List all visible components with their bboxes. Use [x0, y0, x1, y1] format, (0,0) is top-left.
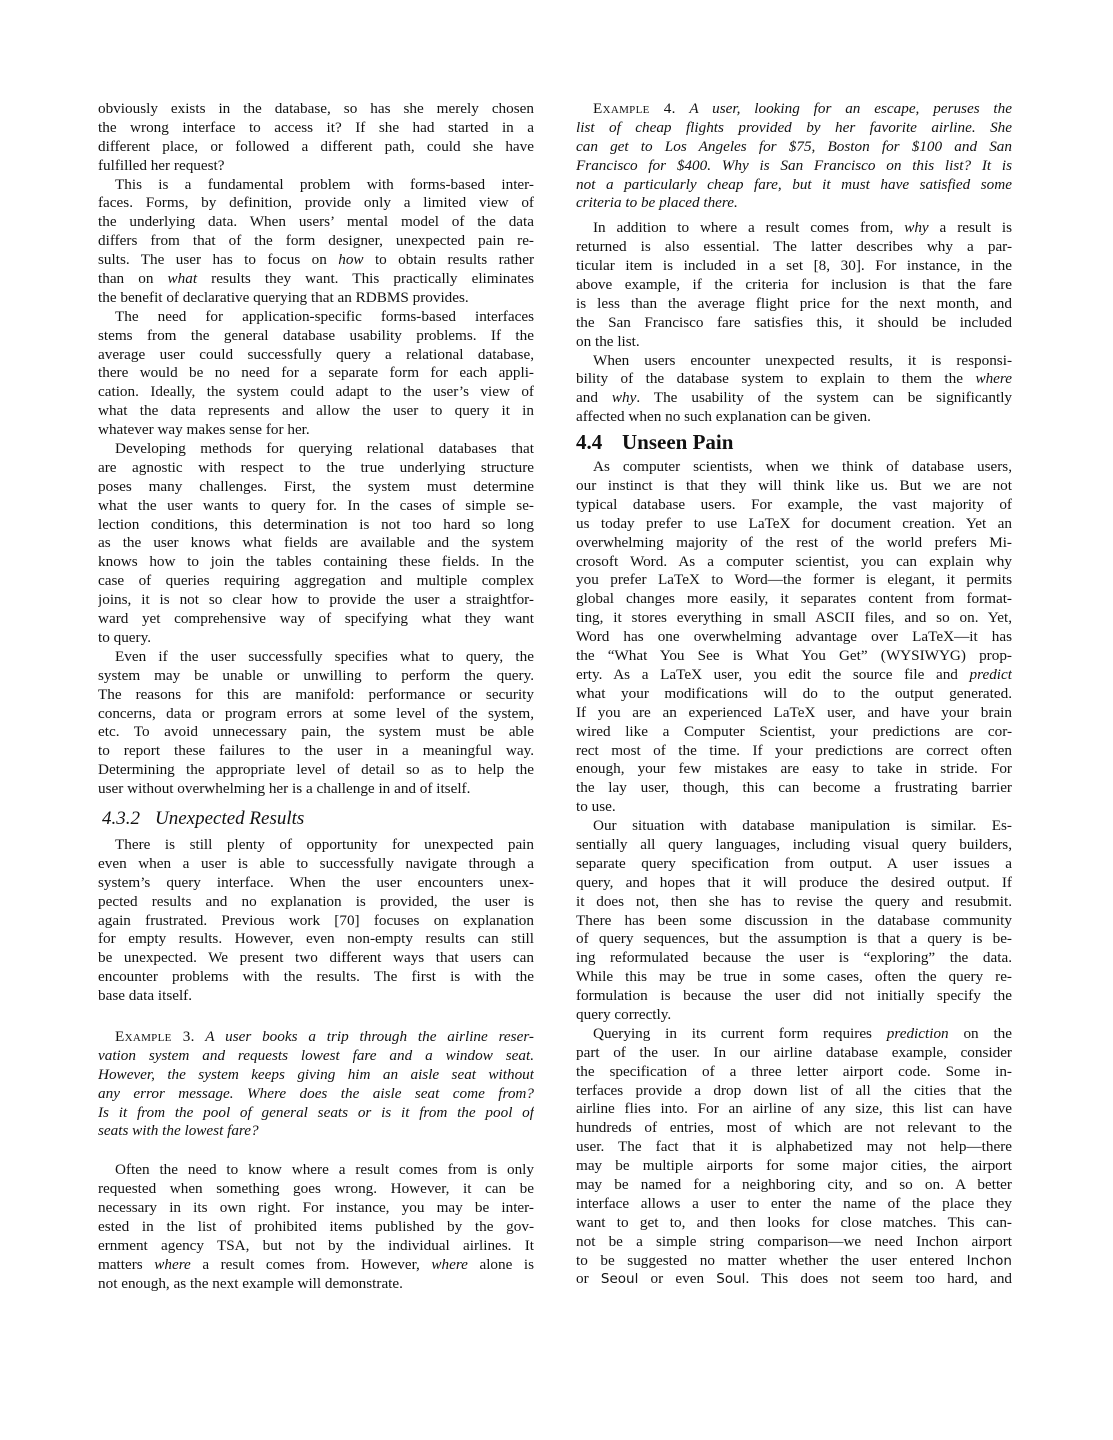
text-line: [576, 1025, 1012, 1044]
text-run: and: [576, 389, 612, 407]
text-line: interface allows a user to enter the name of the place they: [576, 1194, 1012, 1212]
emphasis: how: [338, 251, 364, 269]
text-line: differs from that of the form designer, unexpected pain re-: [98, 232, 534, 250]
text-run: bility of the database system to explain to them the: [576, 370, 976, 388]
text-line: any error message. Where does the aisle seat come from?: [98, 1084, 534, 1102]
text-line: faces. Forms, by definition, provide only a limited view of: [98, 194, 534, 212]
text-line: requested when something goes wrong. However, it can be: [98, 1180, 534, 1198]
text-line: ing reformulated because the user is “exploring” the data.: [576, 949, 1012, 967]
text-line: Is it from the pool of general seats or is it from the pool of: [98, 1103, 534, 1121]
text-line: etc. To avoid unnecessary pain, the system must be able: [98, 723, 534, 741]
text-line: not a particularly cheap fare, but it must have satisfied some: [576, 175, 1012, 193]
text-line: the underlying data. When users’ mental model of the data: [98, 213, 534, 231]
text-line: user without overwhelming her is a challenge in and of itself.: [98, 780, 471, 798]
paragraph: [576, 458, 1012, 817]
text-run: alone is: [467, 1255, 534, 1273]
text-run: A user, looking for an escape, peruses the: [689, 100, 1012, 117]
text-line: system’s query interface. When the user encounters unex-: [98, 873, 534, 891]
paragraph: [576, 219, 1012, 351]
example-3: [98, 1028, 534, 1141]
text-line: sentially all query languages, including visual query builders,: [576, 835, 1012, 853]
text-line: ward yet comprehensive way of specifying what they want: [98, 610, 534, 628]
text-line: encounter problems with the results. The first is with the: [98, 968, 534, 986]
text-line: are agnostic with respect to the true underlying structure: [98, 458, 534, 476]
text-line: base data itself.: [98, 987, 193, 1005]
text-line: [98, 270, 534, 289]
text-line: list of cheap flights provided by her favorite airline. She: [576, 118, 1012, 136]
text-line: to query.: [98, 628, 151, 646]
text-line: Even if the user successfully specifies what to query, the: [115, 647, 534, 665]
text-line: stems from the general database usability problems. If the: [98, 326, 534, 344]
text-line: There is still plenty of opportunity for unexpected pain: [115, 835, 534, 853]
text-line: The reasons for this are manifold: performance or security: [98, 685, 534, 703]
left-column: [98, 100, 534, 1294]
text-run: on the: [948, 1024, 1012, 1042]
text-line: vation system and requests lowest fare and a window seat.: [98, 1046, 534, 1064]
text-line: you prefer LaTeX to Word—the former is elegant, it permits: [576, 571, 1012, 589]
text-line: While this may be true in some cases, often the query re-: [576, 968, 1012, 986]
text-run: . The usability of the system can be significantly: [636, 389, 1012, 407]
text-line: what the data represents and allow the user to query it in: [98, 402, 534, 420]
text-line: [576, 370, 1012, 389]
text-line: criteria to be placed there.: [576, 194, 738, 212]
text-line: concerns, data or program errors at some level of the system,: [98, 704, 534, 722]
text-line: However, the system keeps giving him an aisle seat without: [98, 1065, 534, 1083]
text-line: separate query specification from output. A user issues a: [576, 854, 1012, 872]
text-line: the San Francisco fare satisfies this, it should be included: [576, 313, 1012, 331]
text-line: [576, 666, 1012, 685]
text-run: matters: [98, 1255, 155, 1273]
text-line: terfaces provide a drop down list of all the cities that the: [576, 1081, 1012, 1099]
section-number: 4.4: [576, 430, 603, 455]
text-line: the specification of a three letter airport code. Some in-: [576, 1062, 1012, 1080]
text-line: typical database users. For example, the vast majority of: [576, 495, 1012, 513]
text-line: the benefit of declarative querying that an RDBMS provides.: [98, 288, 469, 306]
text-line: can get to Los Angeles for $75, Boston for $100 and San: [576, 137, 1012, 155]
emphasis: what: [167, 270, 198, 288]
text-line: poses many challenges. First, the system must determine: [98, 477, 534, 495]
text-line: part of the user. In our airline database example, consider: [576, 1043, 1012, 1061]
text-run: erty. As a LaTeX user, you edit the source file and: [576, 665, 970, 683]
code-term: Soul: [716, 1271, 746, 1288]
text-line: cation. Ideally, the system could adapt to the user’s view of: [98, 383, 534, 401]
text-line: pected results and no explanation is provided, the user is: [98, 892, 534, 910]
text-line: [576, 1252, 1012, 1271]
text-run: a result is: [928, 219, 1012, 237]
text-line: to report these failures to the user in a meaningful way.: [98, 742, 534, 760]
text-line: for empty results. However, even non-empty results can still: [98, 930, 534, 948]
text-line: query, and hopes that it will produce the desired output. If: [576, 873, 1012, 891]
subsection-heading: [102, 808, 534, 830]
text-line: user. The fact that it is alphabetized may not help—there: [576, 1138, 1012, 1156]
text-line: not enough, as the next example will demonstrate.: [98, 1274, 403, 1292]
text-line: airline flies into. For an airline of any size, this list can have: [576, 1100, 1012, 1118]
text-line: our instinct is that they will think like us. But we are not: [576, 477, 1012, 495]
text-run: to obtain results rather: [363, 251, 534, 269]
text-line: [98, 1256, 534, 1275]
paragraph: [98, 440, 534, 648]
paragraph: [98, 308, 534, 440]
text-run: sults. The user has to focus on: [98, 251, 339, 269]
text-line: [576, 100, 1012, 119]
text-line: the wrong interface to access it? If she had started in a: [98, 118, 534, 136]
emphasis: where: [431, 1255, 468, 1273]
text-line: crosoft Word. As a computer scientist, you can explain why: [576, 552, 1012, 570]
text-line: to use.: [576, 798, 616, 816]
text-line: average user could successfully query a relational database,: [98, 345, 534, 363]
text-line: affected when no such explanation can be given.: [576, 408, 871, 426]
text-line: necessary in its own right. For instance, you may be inter-: [98, 1199, 534, 1217]
text-line: fulfilled her request?: [98, 156, 225, 174]
text-line: the lay user, though, this can become a frustrating barrier: [576, 779, 1012, 797]
paragraph: [98, 1161, 534, 1293]
text-line: When users encounter unexpected results, it is responsi-: [593, 351, 1012, 369]
text-line: on the list.: [576, 332, 640, 350]
text-run: Querying in its current form requires: [593, 1024, 887, 1042]
text-line: joins, it is not so clear how to provide the user a straightfor-: [98, 591, 534, 609]
example-4: [576, 100, 1012, 213]
text-line: it does not, then she has to revise the query and resubmit.: [576, 892, 1012, 910]
text-line: may be named for a neighboring city, and so on. A better: [576, 1175, 1012, 1193]
text-line: above example, if the criteria for inclusion is that the fare: [576, 276, 1012, 294]
text-line: again frustrated. Previous work [70] focuses on explanation: [98, 911, 534, 929]
text-line: whatever way makes sense for her.: [98, 421, 310, 439]
text-line: formulation is because the user did not initially specify the: [576, 987, 1012, 1005]
text-run: In addition to where a result comes from,: [593, 219, 905, 237]
emphasis: why: [611, 389, 637, 407]
text-line: ting, it stores everything in small ASCII files, and so on. Yet,: [576, 609, 1012, 627]
text-line: There has been some discussion in the database community: [576, 911, 1012, 929]
text-line: hundreds of entries, most of which are not relevant to the: [576, 1119, 1012, 1137]
text-line: enough, your few mistakes are easy to take in stride. For: [576, 760, 1012, 778]
text-line: system may be unable or unwilling to perform the query.: [98, 666, 534, 684]
text-line: the “What You See is What You Get” (WYSIWYG) prop-: [576, 647, 1012, 665]
text-line: global changes more easily, it separates content from format-: [576, 590, 1012, 608]
text-line: [98, 251, 534, 270]
text-line: what your modifications will do to the output generated.: [576, 684, 1012, 702]
example-label: Example 3.: [115, 1027, 195, 1045]
text-line: may be multiple airports for some major cities, the airport: [576, 1157, 1012, 1175]
text-run: or: [576, 1270, 601, 1288]
text-line: be unexpected. We present two different ways that users can: [98, 949, 534, 967]
text-line: If you are an experienced LaTeX user, and have your brain: [576, 703, 1012, 721]
text-line: [576, 389, 1012, 408]
paragraph: [98, 100, 534, 176]
text-line: as the user knows what fields are available and the system: [98, 534, 534, 552]
paragraph: [576, 1025, 1012, 1289]
text-line: is less than the average flight price for the next month, and: [576, 294, 1012, 312]
text-run: to be suggested no matter whether the user entered: [576, 1251, 967, 1269]
right-column: [576, 100, 1012, 1289]
text-line: ested in the list of prohibited items published by the gov-: [98, 1217, 534, 1235]
example-label: Example 4.: [593, 100, 676, 117]
text-run: or even: [638, 1270, 717, 1288]
text-line: of query sequences, but the assumption is that a query is be-: [576, 930, 1012, 948]
text-line: Our situation with database manipulation is similar. Es-: [593, 817, 1012, 835]
emphasis: where: [975, 370, 1012, 388]
text-line: obviously exists in the database, so has she merely chosen: [98, 100, 534, 117]
paragraph: [576, 352, 1012, 428]
text-line: As computer scientists, when we think of database users,: [593, 458, 1012, 476]
subsection-title: Unexpected Results: [155, 807, 305, 829]
text-line: The need for application-specific forms-based interfaces: [115, 307, 534, 325]
text-line: Francisco for $400. Why is San Francisco on this list? It is: [576, 156, 1012, 174]
code-term: Seoul: [600, 1271, 639, 1288]
text-line: ernment agency TSA, but not by the individual airlines. It: [98, 1236, 534, 1254]
text-run: . This does not seem too hard, and: [745, 1270, 1012, 1288]
paragraph: [98, 648, 534, 799]
text-line: Determining the appropriate level of detail so as to help the: [98, 761, 534, 779]
text-line: rect most of the time. If your predictions are correct often: [576, 741, 1012, 759]
text-line: [576, 219, 1012, 238]
text-line: This is a fundamental problem with forms-based inter-: [115, 175, 534, 193]
text-line: overwhelming majority of the rest of the world prefers Mi-: [576, 533, 1012, 551]
text-line: Word has one overwhelming advantage over LaTeX—it has: [576, 628, 1012, 646]
text-line: Often the need to know where a result comes from is only: [115, 1161, 534, 1179]
emphasis: prediction: [886, 1024, 949, 1042]
text-line: not be a simple string comparison—we need Inchon airport: [576, 1232, 1012, 1250]
text-run: a result comes from. However,: [190, 1255, 432, 1273]
text-line: returned is also essential. The latter describes why a par-: [576, 238, 1012, 256]
text-line: there would be no need for a separate form for each appli-: [98, 364, 534, 382]
text-line: wired like a Computer Scientist, your predictions are cor-: [576, 722, 1012, 740]
emphasis: where: [154, 1255, 191, 1273]
text-line: [576, 1270, 1012, 1289]
text-run: results they want. This practically eliminates: [197, 270, 534, 288]
text-line: us today prefer to use LaTeX for document creation. Yet an: [576, 514, 1012, 532]
section-heading: [576, 430, 1012, 454]
text-line: seats with the lowest fare?: [98, 1122, 259, 1140]
text-line: Developing methods for querying relational databases that: [115, 440, 534, 458]
text-line: [98, 1028, 534, 1047]
text-line: want to get to, and then looks for close matches. This can-: [576, 1213, 1012, 1231]
code-term: Inchon: [966, 1252, 1012, 1269]
text-line: case of queries requiring aggregation and multiple complex: [98, 572, 534, 590]
paragraph: [576, 817, 1012, 1025]
text-line: knows how to join the tables containing these fields. In the: [98, 553, 534, 571]
text-line: lection conditions, this determination is not too hard so long: [98, 515, 534, 533]
text-line: different place, or followed a different path, could she have: [98, 137, 534, 155]
text-line: query correctly.: [576, 1005, 672, 1023]
text-line: what the user wants to query for. In the cases of simple se-: [98, 496, 534, 514]
emphasis: why: [904, 219, 929, 237]
text-line: ticular item is included in a set [8, 30]. For instance, in the: [576, 257, 1012, 275]
subsection-number: 4.3.2: [102, 807, 140, 829]
paragraph: [98, 176, 534, 308]
text-run: A user books a trip through the airline reser-: [205, 1027, 534, 1045]
emphasis: predict: [969, 665, 1012, 683]
text-run: than on: [98, 270, 168, 288]
paragraph: [98, 836, 534, 1006]
section-title: Unseen Pain: [622, 430, 734, 455]
text-line: even when a user is able to successfully navigate through a: [98, 854, 534, 872]
